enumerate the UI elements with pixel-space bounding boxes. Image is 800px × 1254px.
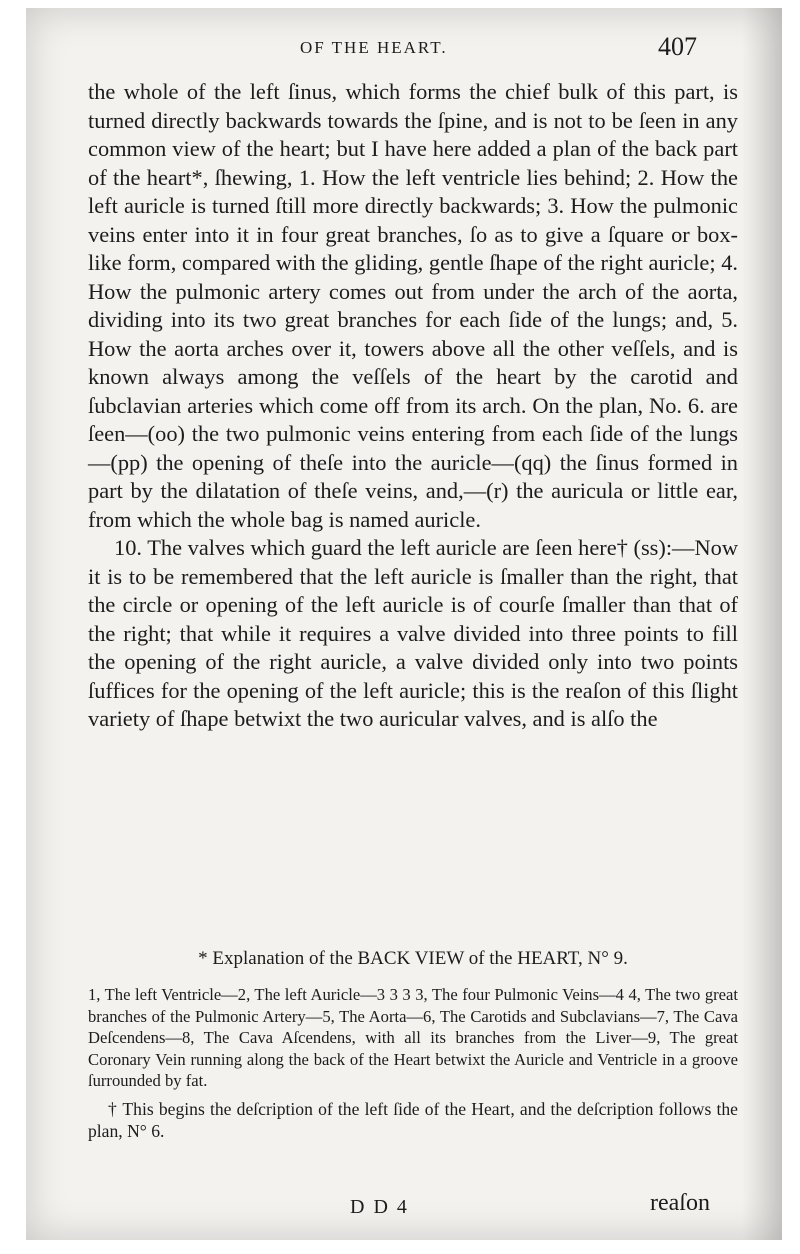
page-header — [26, 32, 782, 66]
page-number: 407 — [658, 32, 697, 61]
book-page — [26, 8, 782, 1240]
main-text — [88, 78, 738, 734]
catchword: reaſon — [650, 1190, 710, 1216]
page-footer — [26, 1190, 782, 1228]
footnote-dagger: † This begins the deſcription of the left ſide of the Heart, and the deſcription follows the plan, N° 6. — [88, 1098, 738, 1141]
paragraph-continued: the whole of the left ſinus, which forms the chief bulk of this part, is turned directly backwards towards the ſpine, and is not to be ſeen in any common view of the heart; but I have here added a plan of the back part of the heart*, ſhewing, 1. How the left ventricle lies behind; 2. How the left auricle is turned ſtill more directly backwards; 3. How the pulmonic veins enter into it in four great branches, ſo as to give a ſquare or box-like form, compared with the gliding, gentle ſhape of the right auricle; 4. How the pulmonic artery comes out from under the arch of the aorta, dividing into its two great branches for each ſide of the lungs; and, 5. How the aorta arches over it, towers above all the other veſſels, and is known always among the veſſels of the heart by the carotid and ſubclavian arteries which come off from its arch. On the plan, No. 6. are ſeen—(oo) the two pulmonic veins entering from each ſide of the lungs—(pp) the opening of theſe into the auricle—(qq) the ſinus formed in part by the dilatation of theſe veins, and,—(r) the auricula or little ear, from which the whole bag is named auricle. — [88, 79, 738, 532]
signature-mark: D D 4 — [350, 1196, 409, 1218]
page-edge-shadow — [742, 8, 782, 1240]
footnote-explanation: 1, The left Ventricle—2, The left Auricle—3 3 3 3, The four Pulmonic Veins—4 4, The two great branches of the Pulmonic Artery—5, The Aorta—6, The Carotids and Subclavians—7, The Cava Deſcendens—8, The Cava Aſcendens, with all its branches from the Liver—9, The great Coronary Vein running along the back of the Heart betwixt the Auricle and Ventricle in a groove ſurrounded by fat. — [88, 985, 738, 1090]
running-head: OF THE HEART. — [300, 38, 448, 57]
paragraph-section-10: 10. The valves which guard the left auricle are ſeen here† (ss):—Now it is to be remembered that the left auricle is ſmaller than the right, that the circle or opening of the left auricle is of courſe ſmaller than that of the right; that while it requires a valve divided into three points to fill the opening of the right auricle, a valve divided only into two points ſuffices for the opening of the left auricle; this is the reaſon of this ſlight variety of ſhape betwixt the two auricular valves, and is alſo the — [88, 535, 738, 731]
footnote-title: * Explanation of the BACK VIEW of the HEART, N° 9. — [198, 948, 628, 969]
footnotes — [88, 948, 738, 1142]
